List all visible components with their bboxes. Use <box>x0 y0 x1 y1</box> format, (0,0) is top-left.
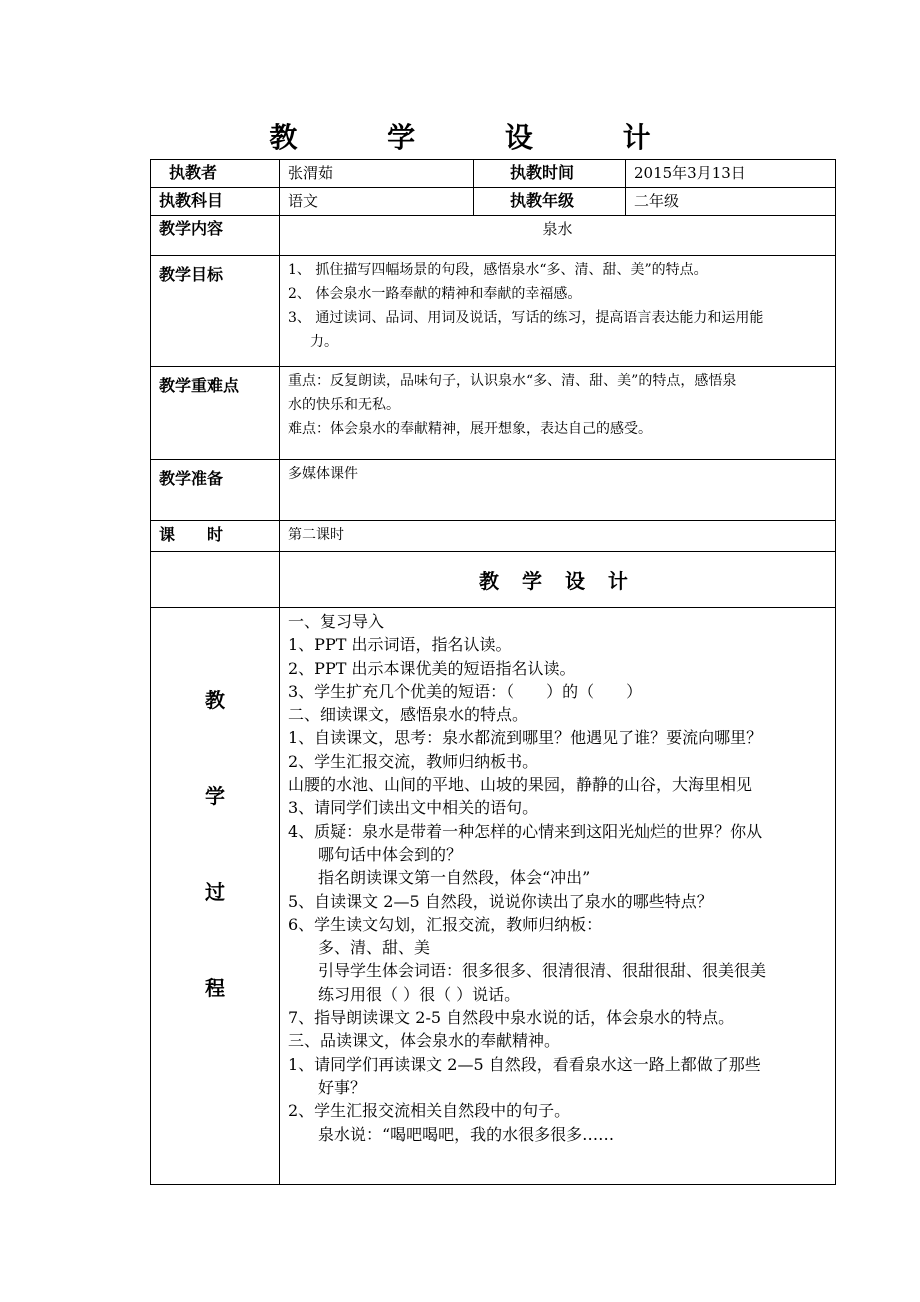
goal-item: 力。 <box>310 334 338 350</box>
process-line: 三、品读课文，体会泉水的奉献精神。 <box>288 1031 561 1051</box>
row-subject <box>151 188 836 216</box>
key-value <box>280 367 836 460</box>
key-line: 重点：反复朗读，品味句子，认识泉水“多、清、甜、美”的特点，感悟泉 <box>288 373 737 389</box>
process-line: 5、自读课文 2—5 自然段，说说你读出了泉水的哪些特点？ <box>288 891 713 911</box>
goals-value <box>280 256 836 367</box>
process-line: 泉水说：“喝吧喝吧，我的水很多很多…… <box>318 1124 615 1144</box>
process-line: 好事？ <box>318 1077 367 1097</box>
row-period <box>151 521 836 552</box>
goal-item: 2、 体会泉水一路奉献的精神和奉献的幸福感。 <box>288 286 582 302</box>
teacher-label: 执教者 <box>151 160 280 188</box>
subject-value: 语文 <box>280 188 474 216</box>
process-line: 二、细读课文，感悟泉水的特点。 <box>288 705 529 725</box>
process-label-char: 过 <box>205 880 225 904</box>
lesson-plan-table <box>150 159 836 1185</box>
row-teacher <box>151 160 836 188</box>
process-content <box>280 608 836 1185</box>
process-line: 1、PPT 出示词语，指名认读。 <box>288 635 512 655</box>
goals-label: 教学目标 <box>151 256 280 367</box>
row-key-points <box>151 367 836 460</box>
process-label-char: 教 <box>205 688 225 712</box>
prep-value: 多媒体课件 <box>280 460 836 521</box>
content-label: 教学内容 <box>151 216 280 256</box>
process-label-char: 学 <box>205 784 225 808</box>
process-line: 一、复习导入 <box>288 612 385 631</box>
process-line: 山腰的水池、山间的平地、山坡的果园，静静的山谷，大海里相见 <box>288 775 753 795</box>
goal-item: 3、 通过读词、品词、用词及说话，写话的练习，提高语言表达能力和运用能 <box>288 310 764 326</box>
process-line: 2、学生汇报交流，教师归纳板书。 <box>288 751 539 771</box>
row-prep <box>151 460 836 521</box>
row-design-header <box>151 552 836 608</box>
grade-label: 执教年级 <box>474 188 626 216</box>
page-title: 教 学 设 计 <box>269 121 691 154</box>
teacher-value: 张渭茹 <box>280 160 474 188</box>
key-label: 教学重难点 <box>151 367 280 460</box>
row-content <box>151 216 836 256</box>
process-line: 练习用很（ ）很（ ）说话。 <box>318 984 521 1004</box>
design-title: 教 学 设 计 <box>280 552 836 608</box>
time-value: 2015年3月13日 <box>626 160 836 188</box>
process-line: 4、质疑：泉水是带着一种怎样的心情来到这阳光灿烂的世界？你从 <box>288 821 763 841</box>
row-process <box>151 608 836 1185</box>
goal-item: 1、 抓住描写四幅场景的句段，感悟泉水“多、清、甜、美”的特点。 <box>288 262 708 278</box>
row-goals <box>151 256 836 367</box>
key-line: 水的快乐和无私。 <box>288 397 400 413</box>
process-line: 3、请同学们读出文中相关的语句。 <box>288 798 539 818</box>
process-line: 2、PPT 出示本课优美的短语指名认读。 <box>288 658 576 678</box>
process-label-char: 程 <box>205 976 225 1000</box>
time-label: 执教时间 <box>474 160 626 188</box>
process-line: 6、学生读文勾划，汇报交流，教师归纳板： <box>288 914 603 934</box>
process-line: 1、请同学们再读课文 2—5 自然段，看看泉水这一路上都做了那些 <box>288 1054 761 1074</box>
key-line: 难点：体会泉水的奉献精神，展开想象，表达自己的感受。 <box>288 421 652 437</box>
process-line: 引导学生体会词语：很多很多、很清很清、很甜很甜、很美很美 <box>318 961 767 981</box>
process-line: 指名朗读课文第一自然段，体会“冲出” <box>318 868 591 888</box>
process-line: 多、清、甜、美 <box>318 938 431 958</box>
subject-label: 执教科目 <box>151 188 280 216</box>
grade-value: 二年级 <box>626 188 836 216</box>
process-line: 1、自读课文，思考：泉水都流到哪里？他遇见了谁？要流向哪里？ <box>288 728 763 748</box>
process-line: 3、学生扩充几个优美的短语：（ ）的（ ） <box>288 681 643 701</box>
design-blank-cell <box>151 552 280 608</box>
process-line: 7、指导朗读课文 2-5 自然段中泉水说的话，体会泉水的特点。 <box>288 1008 735 1028</box>
prep-label: 教学准备 <box>151 460 280 521</box>
process-line: 哪句话中体会到的？ <box>318 844 463 864</box>
period-value: 第二课时 <box>280 521 836 552</box>
process-line: 2、学生汇报交流相关自然段中的句子。 <box>288 1101 571 1121</box>
content-value: 泉水 <box>280 216 836 256</box>
period-label: 课 时 <box>151 521 280 552</box>
process-label <box>151 608 280 1185</box>
